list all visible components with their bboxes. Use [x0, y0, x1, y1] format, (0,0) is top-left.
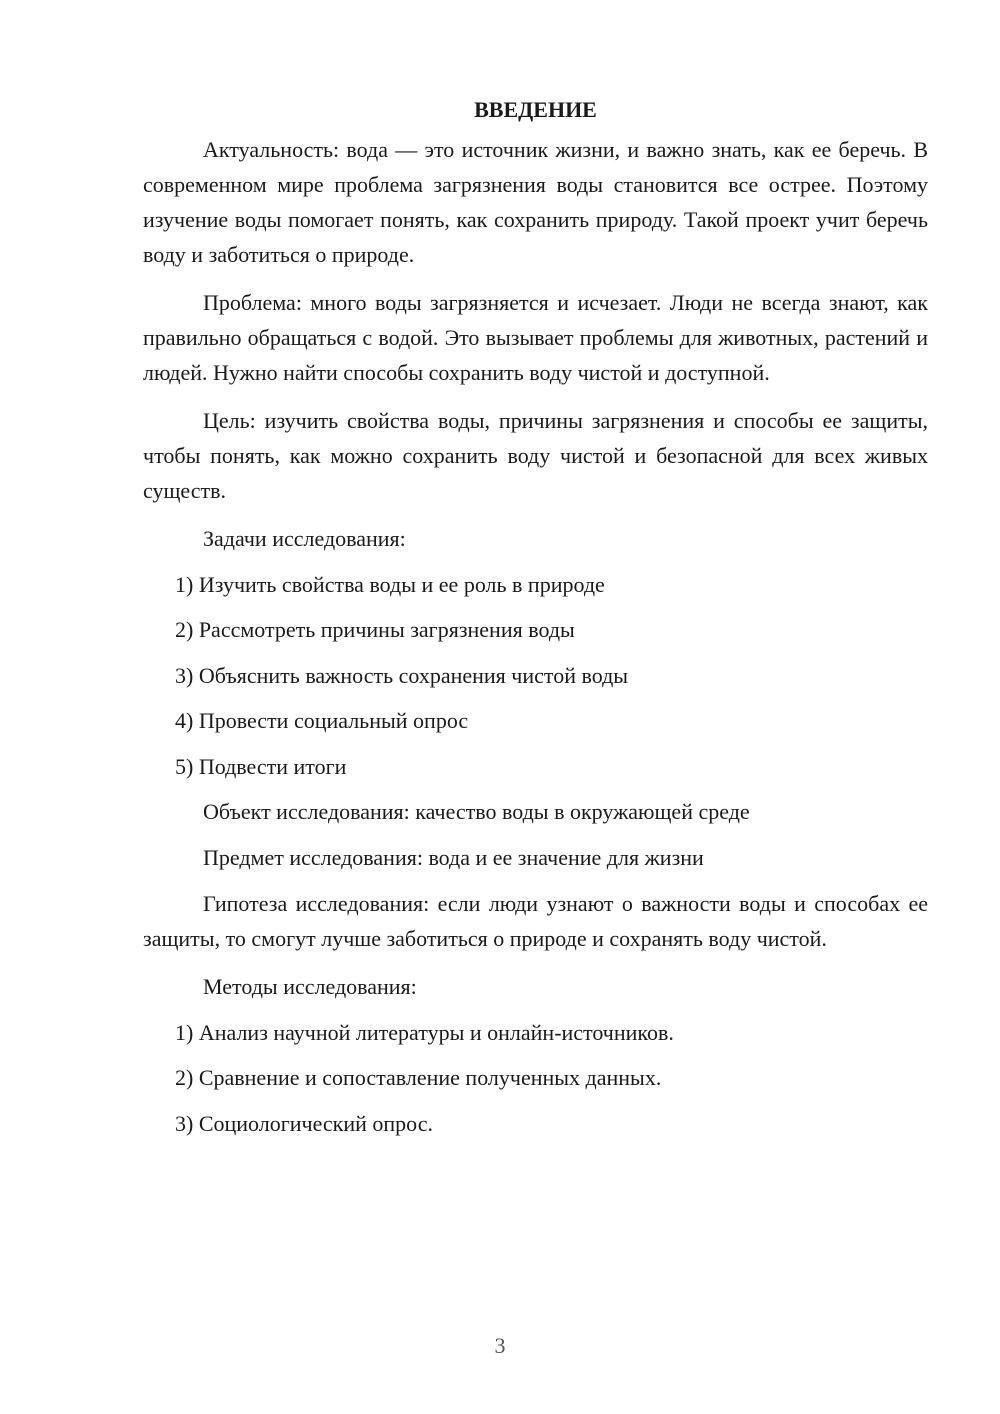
problem-paragraph: Проблема: много воды загрязняется и исчезает. Люди не всегда знают, как правильно обращаться с водой. Это вызывает проблемы для животных, растений и людей. Нужно найти способы сохранить воду чистой и доступной.: [143, 290, 928, 385]
section-title: ВВЕДЕНИЕ: [474, 97, 597, 122]
hypothesis-paragraph: Гипотеза исследования: если люди узнают о важности воды и способах ее защиты, то смогут лучше заботиться о природе и сохранять воду чистой.: [143, 890, 928, 951]
research-subject: Предмет исследования: вода и ее значение для жизни: [203, 844, 704, 870]
methods-list: [143, 1015, 928, 1141]
tasks-list: [143, 567, 928, 784]
task-item: 3) Объяснить важность сохранения чистой воды: [175, 662, 629, 688]
goal-paragraph: Цель: изучить свойства воды, причины загрязнения и способы ее защиты, чтобы понять, как можно сохранить воду чистой и безопасной для всех живых существ.: [143, 408, 928, 503]
page-number: 3: [494, 1333, 506, 1358]
research-object: Объект исследования: качество воды в окружающей среде: [203, 798, 750, 824]
task-item: 5) Подвести итоги: [175, 753, 347, 779]
method-item: 1) Анализ научной литературы и онлайн-источников.: [175, 1019, 674, 1045]
task-item: 1) Изучить свойства воды и ее роль в природе: [175, 572, 605, 597]
method-item: 3) Социологический опрос.: [175, 1110, 433, 1136]
methods-label: Методы исследования:: [203, 973, 417, 999]
relevance-paragraph: Актуальность: вода — это источник жизни, и важно знать, как ее беречь. В современном мире проблема загрязнения воды становится все острее. Поэтому изучение воды помогает понять, как сохранить природу. Такой проект учит беречь воду и заботиться о природе.: [143, 137, 928, 267]
task-item: 2) Рассмотреть причины загрязнения воды: [175, 617, 575, 643]
task-item: 4) Провести социальный опрос: [175, 708, 469, 734]
tasks-label: Задачи исследования:: [203, 526, 406, 551]
page-content: [143, 92, 928, 1151]
method-item: 2) Сравнение и сопоставление полученных данных.: [175, 1065, 662, 1091]
